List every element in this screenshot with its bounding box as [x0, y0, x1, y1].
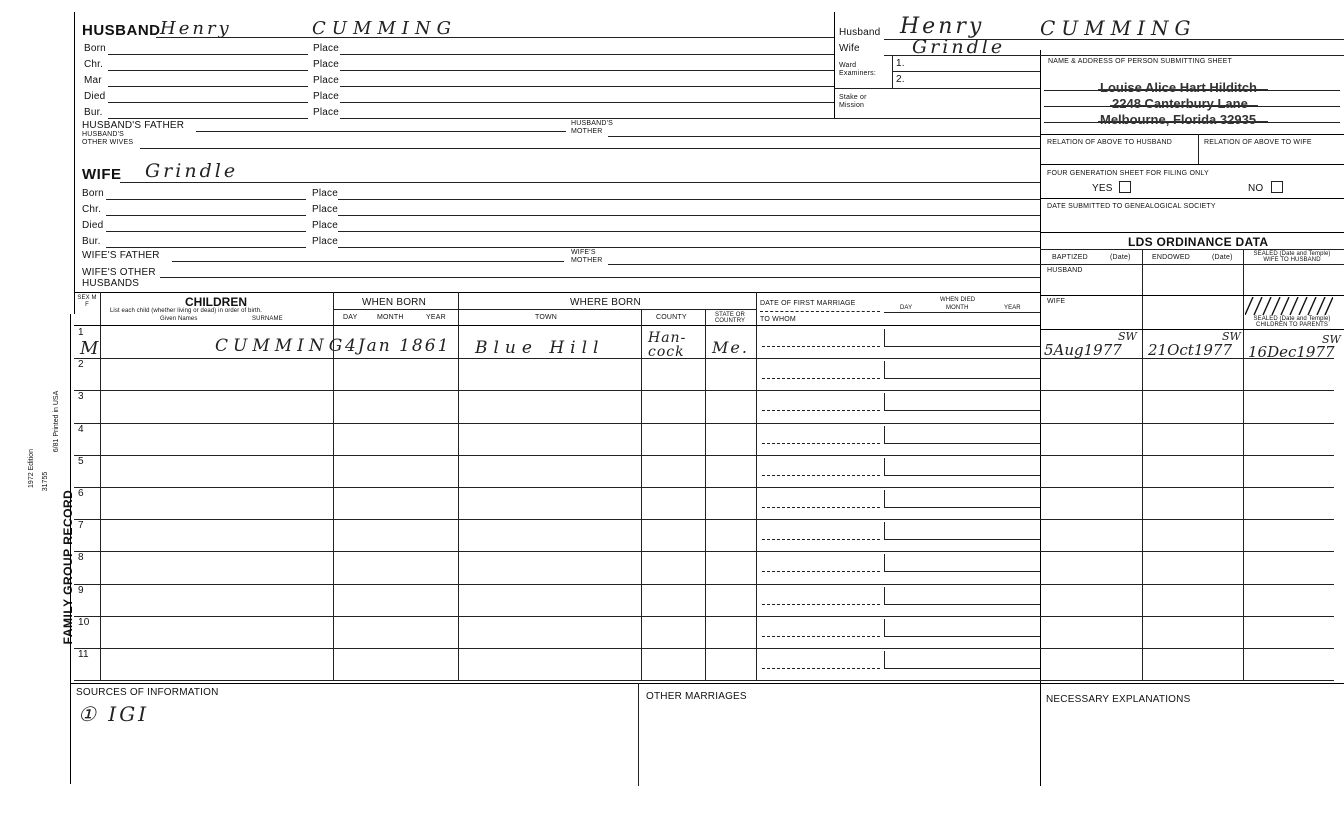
wife-born-place-line[interactable] [338, 199, 1040, 200]
wife-born-line[interactable] [106, 199, 306, 200]
submitter-city-strike [1098, 121, 1268, 122]
lds-baptized-label: BAPTIZED [1052, 254, 1088, 261]
died-line[interactable] [884, 443, 1040, 444]
header-wife-line [884, 55, 1344, 56]
four-gen-yes-checkbox[interactable] [1119, 181, 1131, 193]
husband-other-wives-line[interactable] [140, 148, 1040, 149]
husband-died-label: Died [84, 91, 106, 102]
husband-bur-label: Bur. [84, 107, 103, 118]
lds-row [1040, 390, 1334, 391]
header-divider [834, 12, 835, 118]
husband-bur-line[interactable] [108, 118, 308, 119]
wife-bur-label: Bur. [82, 236, 101, 247]
husband-chr-place-line[interactable] [340, 70, 834, 71]
lds-row [1040, 616, 1334, 617]
when-born-rule [334, 309, 458, 310]
children-header-bottom [74, 325, 1040, 326]
wife-died-place-line[interactable] [338, 231, 1040, 232]
died-day-label: DAY [900, 305, 913, 311]
submitter-name[interactable]: Louise Alice Hart Hilditch [1100, 80, 1257, 95]
when-born-label: WHEN BORN [362, 297, 427, 308]
child1-surname[interactable]: CUMMING [215, 336, 348, 356]
husband-bur-place-label: Place [313, 107, 340, 118]
wife-name-line [120, 182, 1040, 183]
lds-row [1040, 358, 1334, 359]
died-line[interactable] [884, 539, 1040, 540]
wife-died-line[interactable] [106, 231, 306, 232]
husband-chr-line[interactable] [108, 70, 308, 71]
died-line[interactable] [884, 571, 1040, 572]
submitter-street[interactable]: 2248 Canterbury Lane [1112, 96, 1248, 111]
when-died-label: WHEN DIED [940, 297, 976, 303]
husband-mother-line[interactable] [608, 136, 1040, 137]
born-month-label: MONTH [377, 314, 404, 321]
marriage-dash[interactable] [762, 443, 880, 444]
wife-chr-label: Chr. [82, 204, 102, 215]
child1-born[interactable]: 4Jan 1861 [345, 336, 451, 356]
wife-died-label: Died [82, 220, 104, 231]
necessary-explanations-label: NECESSARY EXPLANATIONS [1046, 694, 1191, 705]
date-submitted-top-rule [1040, 198, 1344, 199]
stake-mission-label: Stake or Mission [839, 94, 867, 109]
lds-husband-label: HUSBAND [1047, 267, 1083, 274]
husband-chr-label: Chr. [84, 59, 104, 70]
side-title: FAMILY GROUP RECORD [61, 489, 75, 645]
husband-bur-place-line[interactable] [340, 118, 1040, 119]
table-row [74, 423, 1040, 424]
wife-other-husbands-label: WIFE'S OTHER HUSBANDS [82, 267, 156, 289]
died-bracket [884, 651, 885, 668]
child1-state[interactable]: Me. [712, 338, 749, 357]
four-gen-no-checkbox[interactable] [1271, 181, 1283, 193]
lds-baptized-date-label: (Date) [1110, 254, 1131, 261]
col-county [705, 309, 706, 681]
table-row [74, 680, 1040, 681]
child1-sex[interactable]: M [80, 338, 102, 359]
row-number: 10 [78, 617, 90, 628]
where-born-label: WHERE BORN [570, 297, 641, 308]
died-line[interactable] [884, 346, 1040, 347]
died-line[interactable] [884, 604, 1040, 605]
child1-baptized[interactable]: 5Aug1977 [1044, 341, 1122, 359]
husband-mar-place-label: Place [313, 75, 340, 86]
child1-sealed[interactable]: 16Dec1977 [1248, 343, 1335, 361]
marriage-dash[interactable] [762, 604, 880, 605]
row-number: 2 [78, 359, 84, 370]
header-husband-label: Husband [839, 27, 881, 38]
row-number: 5 [78, 456, 84, 467]
died-bracket [884, 554, 885, 571]
husband-name-line [156, 37, 834, 38]
marriage-dash[interactable] [762, 539, 880, 540]
where-born-rule [458, 309, 756, 310]
four-gen-yes-label: YES [1092, 183, 1113, 194]
when-died-rule [884, 312, 1040, 313]
ward-examiners-label: Ward Examiners: [839, 62, 877, 77]
first-marriage-dash [760, 311, 880, 312]
table-row [74, 616, 1040, 617]
husband-born-place-line[interactable] [340, 54, 834, 55]
wife-chr-line[interactable] [106, 215, 306, 216]
husband-born-label: Born [84, 43, 106, 54]
table-row [74, 455, 1040, 456]
children-top-rule [74, 292, 1040, 293]
children-title: CHILDREN [185, 295, 247, 309]
wife-father-line[interactable] [172, 261, 564, 262]
husband-given-name[interactable]: Henry [160, 18, 232, 39]
sex-label: SEX M F [77, 295, 97, 308]
child1-sealed-temple: SW [1322, 333, 1341, 346]
husband-other-wives-label: HUSBAND'S OTHER WIVES [82, 131, 134, 146]
child1-baptized-temple: SW [1118, 330, 1137, 343]
lds-row [1040, 584, 1334, 585]
lds-header-rule [1040, 264, 1344, 265]
relation-divider [1198, 134, 1199, 164]
table-row [74, 390, 1040, 391]
lds-endowed-label: ENDOWED [1152, 254, 1190, 261]
children-instructions: List each child (whether living or dead) in order of birth. [110, 308, 262, 314]
left-margin-rule-lower [70, 314, 71, 784]
husband-mar-label: Mar [84, 75, 102, 86]
lds-title: LDS ORDINANCE DATA [1128, 235, 1269, 249]
lds-row [1040, 423, 1334, 424]
husband-mar-place-line[interactable] [340, 86, 834, 87]
examiner-2: 2. [896, 74, 905, 85]
col-town [641, 309, 642, 681]
lds-row [1040, 680, 1334, 681]
died-line[interactable] [884, 475, 1040, 476]
wife-born-label: Born [82, 188, 104, 199]
row-number: 8 [78, 552, 84, 563]
county-label: COUNTY [656, 314, 687, 321]
died-bracket [884, 393, 885, 410]
husband-died-place-line[interactable] [340, 102, 834, 103]
lds-row [1040, 519, 1334, 520]
wife-bur-place-line[interactable] [338, 247, 1040, 248]
date-submitted-label: DATE SUBMITTED TO GENEALOGICAL SOCIETY [1047, 203, 1216, 210]
examiner-1-line[interactable] [892, 71, 1040, 72]
husband-label: HUSBAND [82, 22, 161, 39]
row-number: 11 [78, 649, 89, 660]
state-country-label: STATE OR COUNTRY [714, 312, 746, 324]
row-number: 6 [78, 488, 84, 499]
died-bracket [884, 587, 885, 604]
header-husband-surname[interactable]: CUMMING [1040, 16, 1197, 40]
marriage-dash[interactable] [762, 475, 880, 476]
died-bracket [884, 522, 885, 539]
died-month-label: MONTH [946, 305, 969, 311]
marriage-dash[interactable] [762, 346, 880, 347]
header-wife-label: Wife [839, 43, 860, 54]
wife-label: WIFE [82, 166, 122, 183]
lds-row [1040, 551, 1334, 552]
side-form-number: 31755 [42, 471, 50, 492]
sealed-hatch [1245, 297, 1333, 315]
marriage-dash[interactable] [762, 636, 880, 637]
wife-chr-place-label: Place [312, 204, 339, 215]
marriage-dash[interactable] [762, 507, 880, 508]
child1-endowed-temple: SW [1222, 330, 1241, 343]
given-names-label: Given Names [160, 316, 198, 322]
sources-value[interactable]: ① IGI [78, 702, 150, 726]
wife-mother-label: WIFE'S MOTHER [571, 249, 603, 264]
table-row [74, 584, 1040, 585]
relation-top-rule [1040, 134, 1344, 135]
wife-name[interactable]: Grindle [145, 160, 239, 182]
submitter-street-strike [1110, 105, 1258, 106]
wife-bur-place-label: Place [312, 236, 339, 247]
wife-chr-place-line[interactable] [338, 215, 1040, 216]
died-line[interactable] [884, 668, 1040, 669]
lds-sealed-wife-label: SEALED (Date and Temple) WIFE TO HUSBAND [1253, 251, 1331, 263]
died-line[interactable] [884, 636, 1040, 637]
died-bracket [884, 361, 885, 378]
left-margin-rule [74, 12, 75, 314]
wife-died-place-label: Place [312, 220, 339, 231]
husband-father-label: HUSBAND'S FATHER [82, 120, 185, 131]
wife-other-husbands-line[interactable] [160, 277, 1040, 278]
row-number: 4 [78, 424, 84, 435]
born-day-label: DAY [343, 314, 358, 321]
right-column-rule [1040, 50, 1041, 786]
footer-divider [638, 683, 639, 786]
husband-born-line[interactable] [108, 54, 308, 55]
row-number: 1 [78, 327, 84, 338]
side-edition: 1972 Edition [27, 449, 35, 488]
marriage-dash[interactable] [762, 410, 880, 411]
submitter-city[interactable]: Melbourne, Florida 32935 [1100, 112, 1257, 127]
lds-sealed-children-label: SEALED (Date and Temple) CHILDREN TO PARENTS [1253, 316, 1331, 328]
header-husband-given[interactable]: Henry [900, 14, 985, 39]
marriage-dash[interactable] [762, 668, 880, 669]
lds-title-rule [1040, 249, 1344, 250]
first-marriage-label: DATE OF FIRST MARRIAGE [760, 300, 856, 307]
died-line[interactable] [884, 378, 1040, 379]
husband-mar-line[interactable] [108, 86, 308, 87]
table-row [74, 358, 1040, 359]
sources-label: SOURCES OF INFORMATION [76, 687, 219, 698]
lds-endowed-date-label: (Date) [1212, 254, 1233, 261]
born-year-label: YEAR [426, 314, 446, 321]
table-row [74, 519, 1040, 520]
lds-row [1040, 487, 1334, 488]
died-line[interactable] [884, 507, 1040, 508]
town-label: TOWN [535, 314, 558, 321]
died-line[interactable] [884, 410, 1040, 411]
four-gen-label: FOUR GENERATION SHEET FOR FILING ONLY [1047, 170, 1209, 177]
died-bracket [884, 619, 885, 636]
four-gen-top-rule [1040, 164, 1344, 165]
row-number: 9 [78, 585, 84, 596]
table-row [74, 648, 1040, 649]
lds-husband-rule [1040, 295, 1344, 296]
table-row [74, 551, 1040, 552]
husband-died-place-label: Place [313, 91, 340, 102]
wife-born-place-label: Place [312, 188, 339, 199]
husband-died-line[interactable] [108, 102, 308, 103]
other-marriages-label: OTHER MARRIAGES [646, 691, 747, 702]
lds-wife-label: WIFE [1047, 298, 1066, 305]
four-gen-no-label: NO [1248, 183, 1264, 194]
husband-surname[interactable]: CUMMING [312, 18, 458, 39]
husband-born-place-label: Place [313, 43, 340, 54]
to-whom-label: TO WHOM [760, 316, 796, 323]
table-row [74, 487, 1040, 488]
died-bracket [884, 458, 885, 475]
row-number: 3 [78, 391, 84, 402]
marriage-dash[interactable] [762, 378, 880, 379]
submitter-label: NAME & ADDRESS OF PERSON SUBMITTING SHEET [1048, 58, 1233, 65]
ward-bottom-line [834, 88, 1040, 89]
husband-father-line[interactable] [196, 131, 566, 132]
husband-mother-label: HUSBAND'S MOTHER [571, 120, 614, 135]
surname-label: SURNAME [252, 316, 283, 322]
wife-mother-line[interactable] [608, 264, 1040, 265]
row-number: 7 [78, 520, 84, 531]
died-year-label: YEAR [1004, 305, 1021, 311]
wife-father-label: WIFE'S FATHER [82, 250, 160, 261]
footer-top-rule [70, 683, 1344, 684]
died-bracket [884, 426, 885, 443]
died-bracket [884, 490, 885, 507]
examiner-1: 1. [896, 58, 905, 69]
relation-wife-label: RELATION OF ABOVE TO WIFE [1204, 139, 1312, 146]
lds-top-rule [1040, 232, 1344, 233]
wife-bur-line[interactable] [106, 247, 306, 248]
lds-row [1040, 455, 1334, 456]
side-printed: 6/81 Printed in USA [53, 390, 61, 453]
lds-children-header-rule [1040, 329, 1344, 330]
relation-husband-label: RELATION OF ABOVE TO HUSBAND [1047, 139, 1173, 146]
husband-chr-place-label: Place [313, 59, 340, 70]
child1-county[interactable]: Han-cock [648, 330, 687, 360]
submitter-name-strike [1098, 89, 1268, 90]
child1-town[interactable]: Blue Hill [475, 338, 605, 358]
lds-row [1040, 648, 1334, 649]
header-wife-name[interactable]: Grindle [912, 36, 1006, 58]
child1-endowed[interactable]: 21Oct1977 [1148, 341, 1232, 359]
died-bracket [884, 329, 885, 346]
marriage-dash[interactable] [762, 571, 880, 572]
